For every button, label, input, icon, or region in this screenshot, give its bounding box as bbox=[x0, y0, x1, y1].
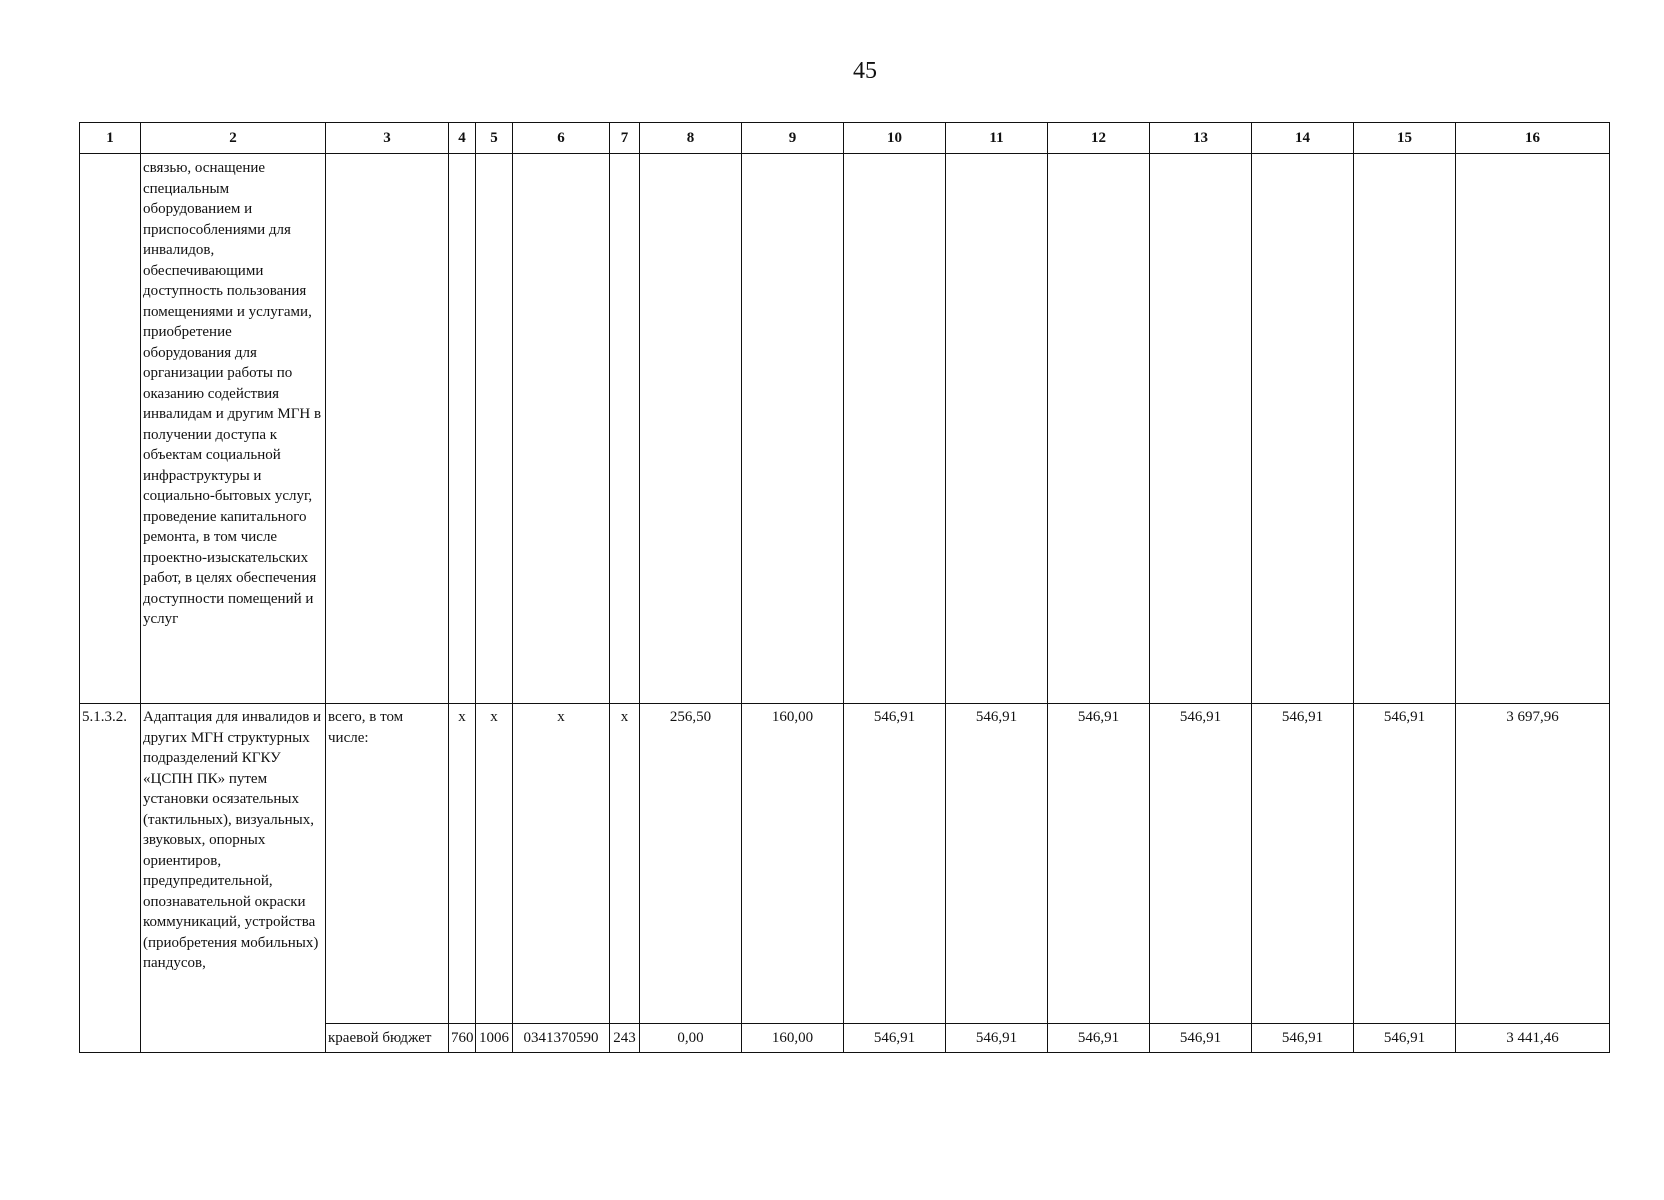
value-cell: 546,91 bbox=[1354, 704, 1456, 1024]
column-header: 15 bbox=[1354, 123, 1456, 154]
value-cell: 546,91 bbox=[1252, 704, 1354, 1024]
value-cell: 546,91 bbox=[1150, 1024, 1252, 1053]
column-header: 6 bbox=[513, 123, 610, 154]
continuation-description: связью, оснащение специальным оборудованием и приспособлениями для инвалидов, обеспечивающими доступность пользования помещениями и услугами, приобретение оборудования для организации работы по оказанию содействия инвалидам и другим МГН в получении доступа к объектам социальной инфраструктуры и социально-бытовых услуг, проведение капитального ремонта, в том числе проектно-изыскательских работ, в целях обеспечения доступности помещений и услуг bbox=[141, 154, 326, 704]
value-cell-total: 3 697,96 bbox=[1456, 704, 1610, 1024]
value-cell: 546,91 bbox=[946, 1024, 1048, 1053]
column-header: 8 bbox=[640, 123, 742, 154]
value-cell: 546,91 bbox=[1252, 1024, 1354, 1053]
column-header: 16 bbox=[1456, 123, 1610, 154]
column-header: 10 bbox=[844, 123, 946, 154]
column-header: 5 bbox=[476, 123, 513, 154]
cell-section-code: x bbox=[476, 704, 513, 1024]
item-code: 5.1.3.2. bbox=[80, 704, 141, 1053]
page-number: 45 bbox=[853, 58, 877, 84]
cell-target-code: 0341370590 bbox=[513, 1024, 610, 1053]
item-total-row bbox=[80, 704, 1610, 1024]
funding-source: краевой бюджет bbox=[326, 1024, 449, 1053]
column-header: 14 bbox=[1252, 123, 1354, 154]
value-cell: 546,91 bbox=[1354, 1024, 1456, 1053]
column-header: 7 bbox=[610, 123, 640, 154]
column-header: 13 bbox=[1150, 123, 1252, 154]
item-description: Адаптация для инвалидов и других МГН структурных подразделений КГКУ «ЦСПН ПК» путем установки осязательных (тактильных), визуальных, звуковых, опорных ориентиров, предупредительной, опознавательной окраски коммуникаций, устройства (приобретения мобильных) пандусов, bbox=[141, 704, 326, 1053]
column-header: 2 bbox=[141, 123, 326, 154]
budget-table bbox=[79, 122, 1610, 1053]
value-cell: 546,91 bbox=[844, 704, 946, 1024]
column-header: 12 bbox=[1048, 123, 1150, 154]
column-number-header bbox=[80, 123, 1610, 154]
value-cell: 160,00 bbox=[742, 1024, 844, 1053]
column-header: 11 bbox=[946, 123, 1048, 154]
continuation-row bbox=[80, 154, 1610, 704]
cell-expense-type: x bbox=[610, 704, 640, 1024]
value-cell: 0,00 bbox=[640, 1024, 742, 1053]
cell-section-code: 1006 bbox=[476, 1024, 513, 1053]
value-cell: 546,91 bbox=[946, 704, 1048, 1024]
value-cell: 546,91 bbox=[1150, 704, 1252, 1024]
cell-target-code: x bbox=[513, 704, 610, 1024]
column-header: 3 bbox=[326, 123, 449, 154]
column-header: 9 bbox=[742, 123, 844, 154]
column-header: 1 bbox=[80, 123, 141, 154]
value-cell-total: 3 441,46 bbox=[1456, 1024, 1610, 1053]
value-cell: 546,91 bbox=[1048, 1024, 1150, 1053]
column-header: 4 bbox=[449, 123, 476, 154]
value-cell: 160,00 bbox=[742, 704, 844, 1024]
value-cell: 256,50 bbox=[640, 704, 742, 1024]
value-cell: 546,91 bbox=[844, 1024, 946, 1053]
funding-source: всего, в том числе: bbox=[326, 704, 449, 1024]
cell-admin-code: x bbox=[449, 704, 476, 1024]
value-cell: 546,91 bbox=[1048, 704, 1150, 1024]
cell-admin-code: 760 bbox=[449, 1024, 476, 1053]
cell-expense-type: 243 bbox=[610, 1024, 640, 1053]
